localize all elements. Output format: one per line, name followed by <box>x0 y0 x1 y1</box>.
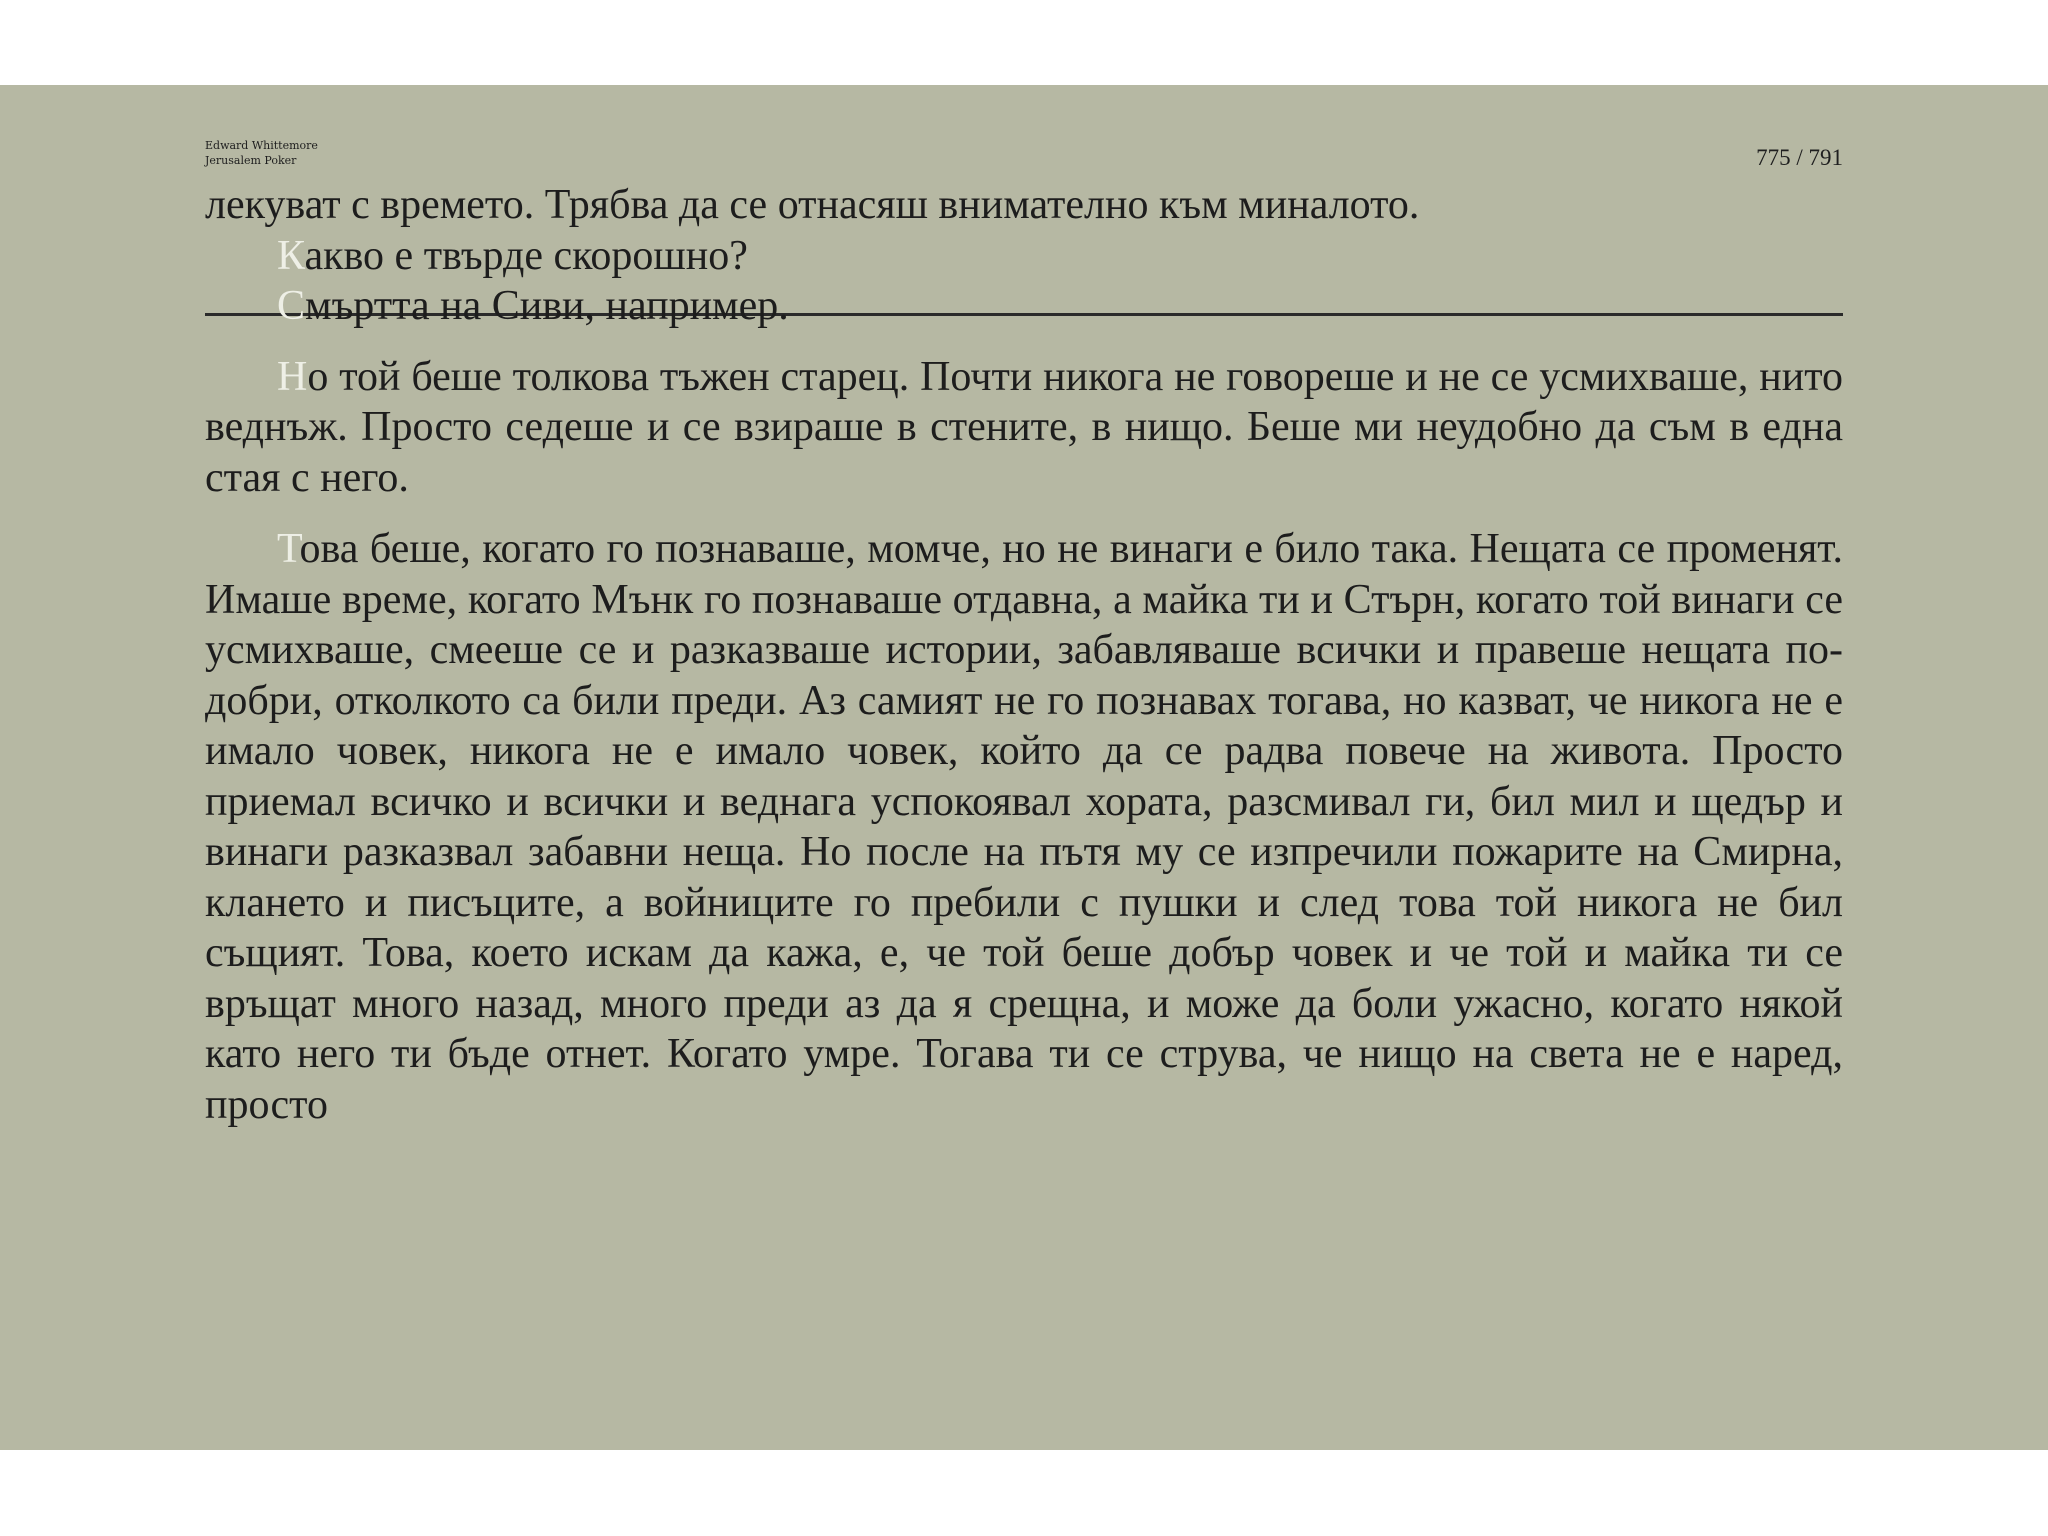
book-title: Jerusalem Poker <box>205 154 297 167</box>
paragraph-text: ова беше, когато го познаваше, момче, но не винаги е било така. Нещата се променят. Имаше време, когато Мънк го познаваше отдавна, а майка ти и Стърн, когато той винаги се усмихваше, смееше се и разказваше истории, забавляваше всички и правеше нещата по-добри, отколкото са били преди. Аз самият не го познавах тогава, но казват, че никога не е имало човек, никога не е имало човек, който да се радва повече на живота. Просто приемал всичко и всички и веднага успокоявал хората, разсмивал ги, бил мил и щедър и винаги разказвал забавни неща. Но после на пътя му се изпречили пожарите на Смирна, клането и писъците, а войниците го пребили с пушки и след това той никога не бил същият. Това, което искам да кажа, е, че той беше добър човек и че той и майка ти се връщат много назад, много преди аз да я срещна, и може да боли ужасно, когато някой като него ти бъде отнет. Когато умре. Тогава ти се струва, че нищо на света не е наред, просто <box>205 526 1843 1128</box>
author-name: Edward Whittemore <box>205 139 318 152</box>
paragraph <box>205 231 1843 282</box>
book-meta <box>205 138 318 168</box>
paragraph <box>205 180 1843 231</box>
paragraph-text: акво е твърде скорошно? <box>304 232 748 279</box>
paragraph-text: лекуват с времето. Трябва да се отнасяш внимателно към миналото. <box>205 182 1420 228</box>
paragraph <box>205 281 1843 332</box>
page-indicator: 775 / 791 <box>1756 145 1843 170</box>
drop-initial: Т <box>277 526 300 572</box>
paragraph-text: о той беше толкова тъжен старец. Почти никога не говореше и не се усмихваше, нито веднъж. Просто седеше и се взираше в стените, в нищо. Беше ми неудобно да съм в една стая с него. <box>205 353 1843 501</box>
paragraph-text: мъртта на Сиви, например. <box>305 283 789 329</box>
paragraph <box>205 524 1843 1130</box>
drop-initial: К <box>277 232 305 279</box>
book-text[interactable] <box>205 180 1843 1130</box>
drop-initial: Н <box>277 353 308 400</box>
drop-initial: С <box>277 283 306 329</box>
paragraph <box>205 352 1843 504</box>
